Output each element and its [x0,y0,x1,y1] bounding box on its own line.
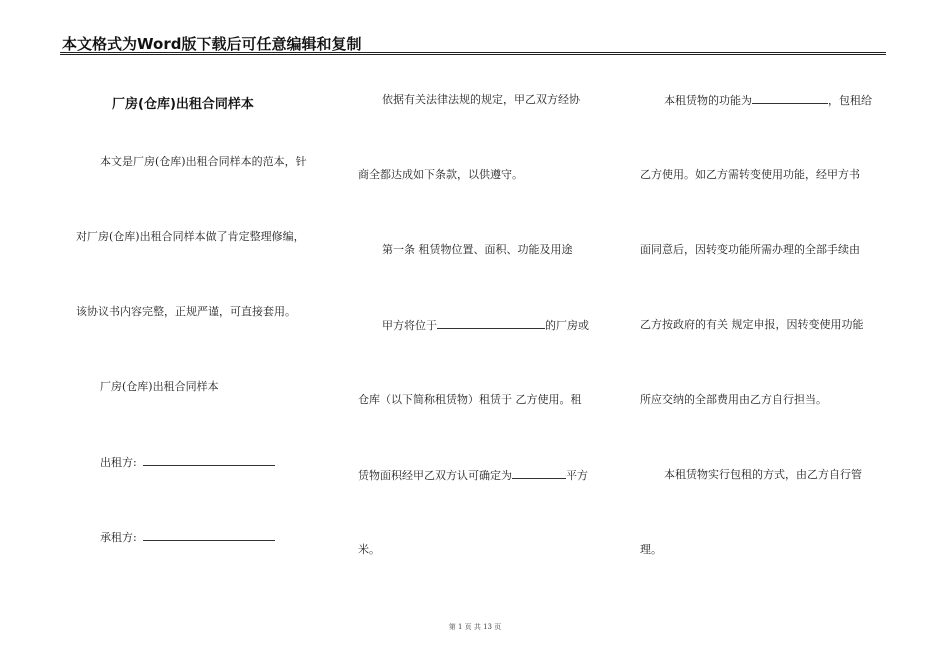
lessor-label: 出租方: [100,456,137,469]
p2-line-3-b: 平方 [566,469,588,482]
document-title: 厂房(仓库)出租合同样本 [112,97,254,112]
p3-line-5: 所应交纳的全部费用由乙方自行担当。 [640,393,827,406]
p3-line-1-a: 本租赁物的功能为 [664,94,752,107]
p4-line-1: 本租赁物实行包租的方式，由乙方自行管 [664,468,862,481]
document-header: 本文格式为Word版下载后可任意编辑和复制 [62,35,362,53]
header-rule [60,52,886,55]
article-1-heading: 第一条 租赁物位置、面积、功能及用途 [382,243,573,256]
intro-line-1: 本文是厂房(仓库)出租合同样本的范本，针 [100,155,307,168]
p3-line-4: 乙方按政府的有关 规定申报，因转变使用功能 [640,318,864,331]
p2-line-1 [382,318,589,333]
lessee-row [100,530,275,545]
subtitle: 厂房(仓库)出租合同样本 [100,380,219,393]
p1-line-1: 依据有关法律法规的规定，甲乙双方经协 [382,93,580,106]
intro-line-3: 该协议书内容完整，正规严谨，可直接套用。 [76,305,296,318]
lessor-blank [143,455,275,466]
p1-line-2: 商全都达成如下条款，以供遵守。 [358,168,523,181]
page-number-footer: 第 1 页 共 13 页 [448,623,502,631]
p3-line-3: 面同意后，因转变功能所需办理的全部手续由 [640,243,860,256]
p2-line-1-a: 甲方将位于 [382,319,437,332]
p2-line-3-a: 赁物面积经甲乙双方认可确定为 [358,469,512,482]
p2-line-4: 米。 [358,543,380,556]
p2-line-3 [358,468,588,483]
p2-line-1-b: 的厂房或 [545,319,589,332]
lessor-row [100,455,275,470]
location-blank [437,318,545,329]
lessee-label: 承租方: [100,531,137,544]
p4-line-2: 理。 [640,543,662,556]
function-blank [752,93,828,104]
p3-line-2: 乙方使用。如乙方需转变使用功能，经甲方书 [640,168,860,181]
p3-line-1-b: ，包租给 [828,94,872,107]
p3-line-1 [664,93,872,108]
p2-line-2: 仓库（以下简称租赁物）租赁于 乙方使用。租 [358,393,582,406]
area-blank [512,468,566,479]
lessee-blank [143,530,275,541]
intro-line-2: 对厂房(仓库)出租合同样本做了肯定整理修编， [76,230,305,243]
